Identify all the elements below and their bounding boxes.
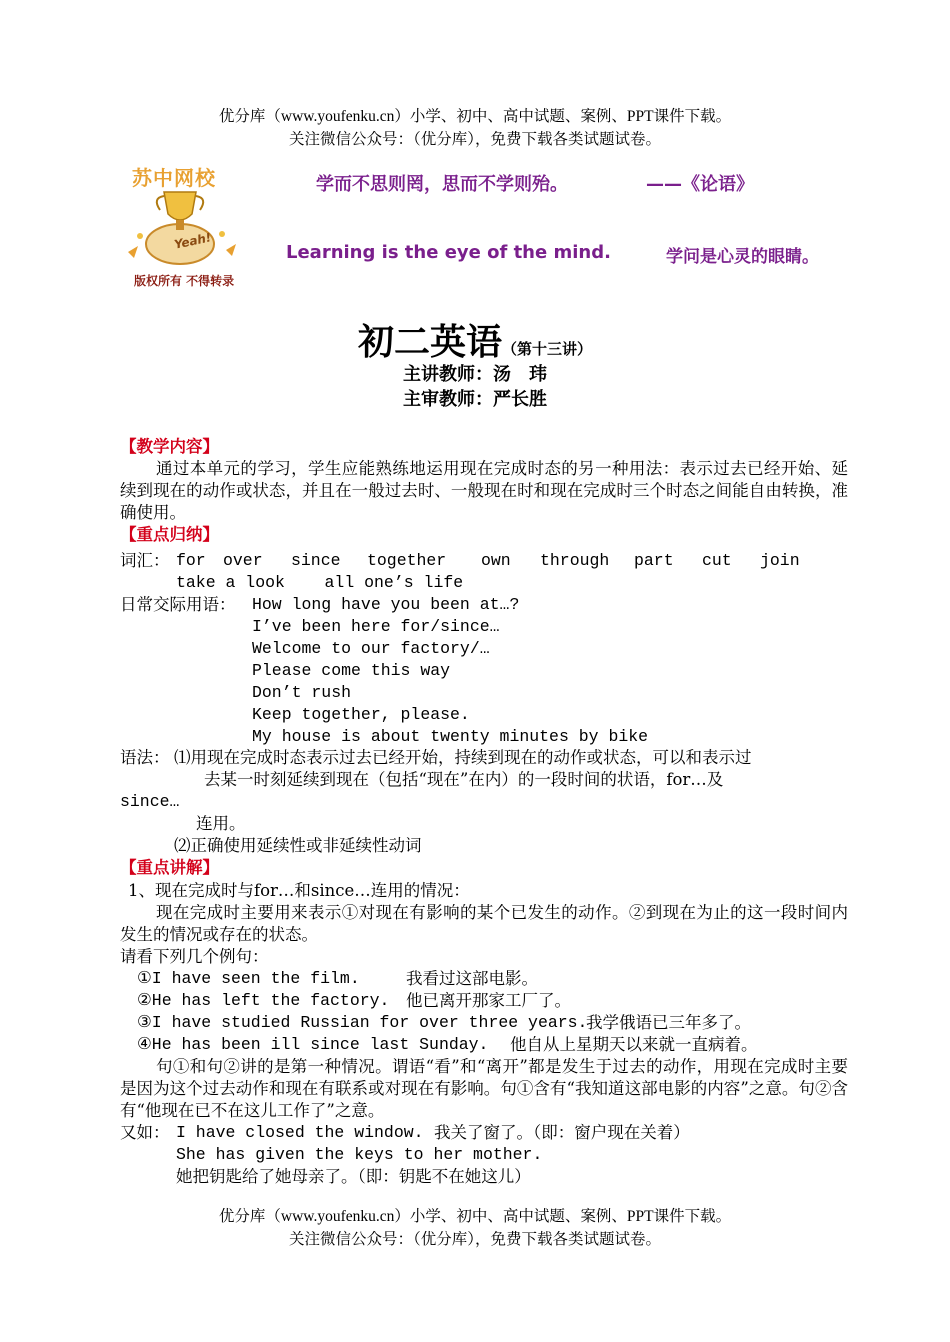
example-english: ③I have studied Russian for over three years. — [137, 1013, 588, 1032]
quote-english-translation: 学问是心灵的眼睛。 — [666, 247, 819, 267]
daily-expression: Please come this way — [252, 661, 451, 680]
also-example-chinese: 她把钥匙给了她母亲了。（即：钥匙不在她这儿） — [176, 1167, 531, 1186]
daily-expressions-label: 日常交际用语： — [120, 595, 236, 614]
also-example-english: She has given the keys to her mother. — [176, 1145, 543, 1164]
vocab-word: over — [223, 551, 263, 570]
quote-source: ——《论语》 — [646, 174, 754, 195]
lecture-title — [0, 314, 950, 365]
vocab-word: since — [291, 551, 341, 570]
reviewer: 主审教师：严长胜 — [403, 389, 547, 410]
grammar-point-1a: ⑴用现在完成时态表示过去已经开始，持续到现在的动作或状态，可以和表示过 — [174, 748, 752, 767]
key-explanation-heading: 【重点讲解】 — [120, 858, 219, 877]
also-example-english: I have closed the window. — [176, 1123, 424, 1142]
trophy-icon — [118, 186, 248, 266]
daily-expression: My house is about twenty minutes by bike — [252, 727, 649, 746]
daily-expression: Don’t rush — [252, 683, 352, 702]
example-english: ①I have seen the film. — [137, 969, 360, 988]
examples-label: 请看下列几个例句： — [120, 947, 269, 966]
grammar-point-2: ⑵正确使用延续性或非延续性动词 — [174, 836, 422, 855]
logo-yeah-text: Yeah! — [172, 230, 213, 252]
logo-rights: 版权所有 不得转录 — [134, 274, 235, 288]
footer-line-1: 优分库（www.youfenku.cn）小学、初中、高中试题、案例、PPT课件下载。 — [218, 1208, 732, 1225]
example-chinese: 他已离开那家工厂了。 — [406, 991, 571, 1010]
teaching-content-heading: 【教学内容】 — [120, 437, 219, 456]
grammar-label: 语法： — [120, 748, 170, 767]
example-chinese: 我学俄语已三年多了。 — [586, 1013, 751, 1032]
logo-school-name: 苏中网校 — [132, 166, 216, 190]
lecturer: 主讲教师：汤 玮 — [403, 364, 547, 385]
quote-english: Learning is the eye of the mind. — [286, 242, 611, 263]
example-chinese: 我看过这部电影。 — [406, 969, 538, 988]
grammar-point-1c: since… — [120, 792, 180, 811]
example-english: ④He has been ill since last Sunday. — [137, 1035, 489, 1054]
school-logo — [118, 160, 258, 290]
quote-chinese: 学而不思则罔，思而不学则殆。 — [316, 174, 568, 195]
teaching-content-text: 通过本单元的学习，学生应能熟练地运用现在完成时态的另一种用法：表示过去已经开始、延续到现在的动作或状态，并且在一般过去时、一般现在时和现在完成时三个时态之间能自由转换，准确使用。 — [120, 459, 848, 522]
vocab-word: own — [481, 551, 511, 570]
daily-expression: How long have you been at…? — [252, 595, 520, 614]
daily-expression: Welcome to our factory/… — [252, 639, 490, 658]
vocab-word: through — [540, 551, 610, 570]
grammar-point-1d: 连用。 — [196, 814, 246, 833]
also-example-chinese: 我关了窗了。（即：窗户现在关着） — [434, 1123, 690, 1142]
key-points-heading: 【重点归纳】 — [120, 525, 219, 544]
example-english: ②He has left the factory. — [137, 991, 390, 1010]
footer-line-2: 关注微信公众号：（优分库），免费下载各类试题试卷。 — [288, 1231, 661, 1248]
daily-expression: Keep together, please. — [252, 705, 470, 724]
explanation-text: 现在完成时主要用来表示①对现在有影响的某个已发生的动作。②到现在为止的这一段时间内发生的情况或存在的状态。 — [120, 903, 848, 944]
vocab-word: for — [176, 551, 206, 570]
grammar-point-1b: 去某一时刻延续到现在（包括“现在”在内）的一段时间的状语，for…及 — [204, 770, 724, 789]
vocab-word: part — [634, 551, 674, 570]
daily-expression: I’ve been here for/since… — [252, 617, 500, 636]
vocab-word: join — [760, 551, 800, 570]
vocab-word: cut — [702, 551, 732, 570]
header-line-1: 优分库（www.youfenku.cn）小学、初中、高中试题、案例、PPT课件下载。 — [218, 108, 732, 125]
analysis-text: 句①和句②讲的是第一种情况。谓语“看”和“离开”都是发生于过去的动作，用现在完成时主要是因为这个过去动作和现在有联系或对现在有影响。句①含有“我知道这部电影的内容”之意。句②含有“他现在已不在这儿工作了”之意。 — [120, 1057, 848, 1120]
header-line-2: 关注微信公众号：（优分库），免费下载各类试题试卷。 — [288, 131, 661, 148]
vocab-word: together — [367, 551, 447, 570]
title-sub: （第十三讲） — [502, 340, 593, 358]
example-chinese: 他自从上星期天以来就一直病着。 — [510, 1035, 758, 1054]
also-label: 又如： — [120, 1123, 170, 1142]
title-main: 初二英语 — [357, 321, 502, 363]
vocab-label: 词汇： — [120, 551, 170, 570]
vocab-line-2: take a look all one’s life — [176, 573, 464, 592]
explanation-point-1: 1、现在完成时与for…和since…连用的情况： — [128, 881, 470, 900]
